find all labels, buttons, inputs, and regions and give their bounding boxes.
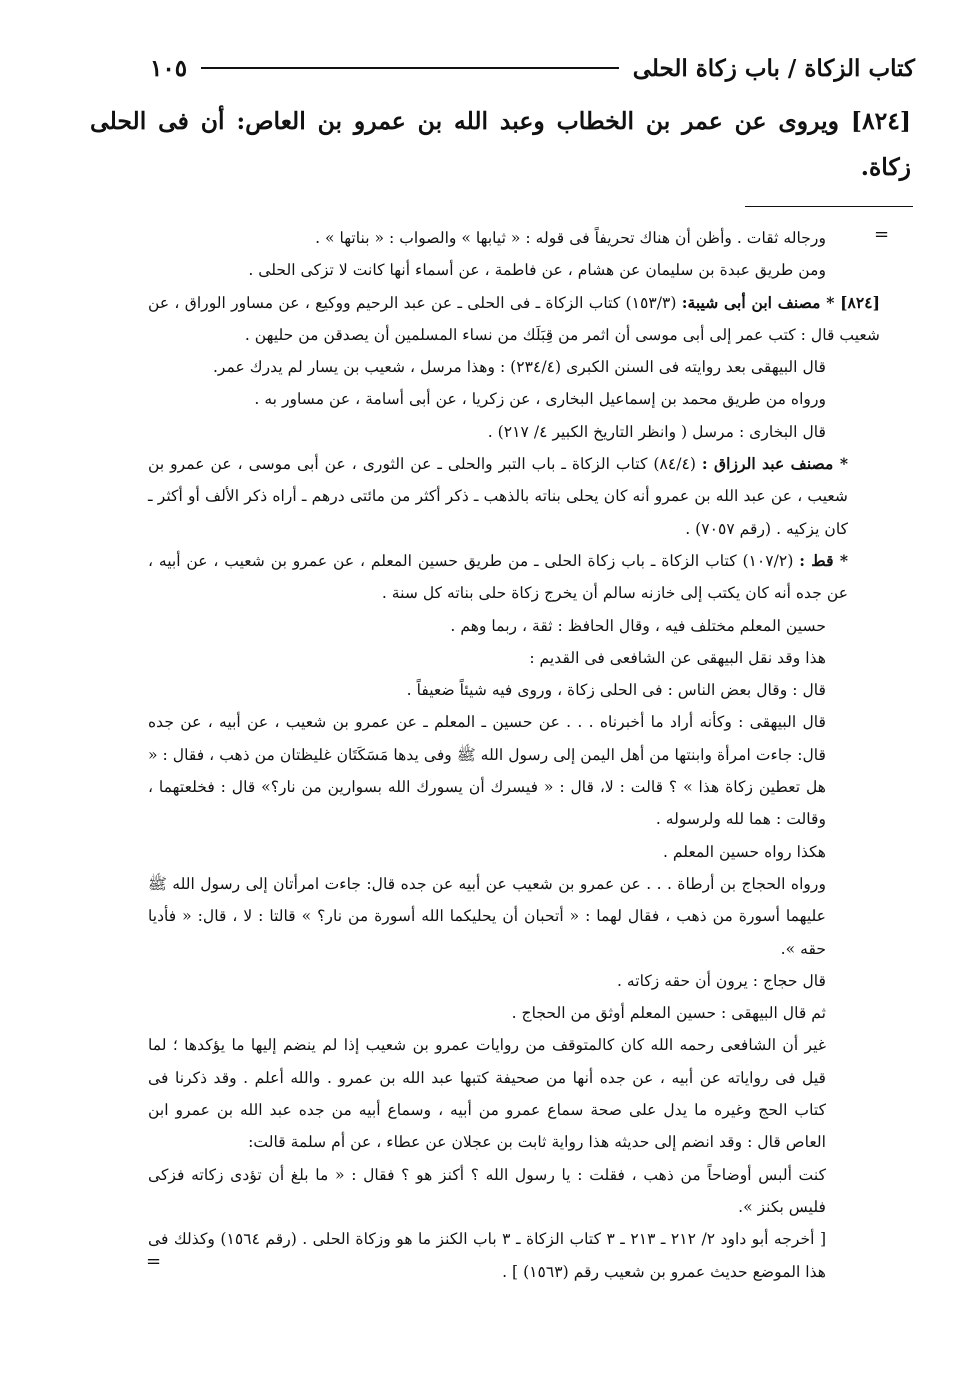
header-rule (201, 67, 619, 69)
main-text: [٨٢٤] ويروى عن عمر بن الخطاب وعبد الله بن عمرو بن العاص: أن فى الحلى زكاة. (90, 107, 911, 181)
footnote-text: ورواه الحجاج بن أرطاة . . . عن عمرو بن شعيب عن أبيه عن جده قال: جاءت امرأتان إلى رسول الله ﷺ عليهما أسورة من ذهب ، فقال لهما : « أتحبان أن يحليكما الله أسورة من نار؟ » قالتا : لا ، قال: « فأديا حقه ». (148, 874, 826, 958)
footnote-text: ومن طريق عبدة بن سليمان عن هشام ، عن فاطمة ، عن أسماء أنها كانت لا تزكى الحلى . (248, 261, 826, 280)
footnote-paragraph (148, 254, 848, 286)
footnote-paragraph (148, 1223, 848, 1288)
footnote-paragraph (148, 706, 848, 835)
footnote-paragraph (148, 997, 848, 1029)
footnotes (148, 222, 880, 1288)
footnote-text: (١٠٧/٢) كتاب الزكاة ـ باب زكاة الحلى ـ من طريق حسين المعلم ، عن عمرو بن شعيب ، عن أبيه ، عن جده أنه كان يكتب إلى خازنه سالم أن يخرج زكاة حلى بناته كل سنة . (148, 551, 848, 603)
footnote-paragraph (148, 836, 848, 868)
footnote-paragraph (148, 416, 848, 448)
footnote-text: قال البخارى : مرسل ( وانظر التاريخ الكبير ٤/ ٢١٧) . (487, 422, 826, 441)
footnote-paragraph (148, 287, 880, 352)
source-citation: * مصنف عبد الرزاق : (701, 454, 848, 474)
footnote-paragraph (148, 545, 848, 610)
footnote-text: (١٥٣/٣) كتاب الزكاة ـ فى الحلى ـ عن عبد الرحيم ووكيع ، عن مساور الوراق ، عن شعيب قال : كتب عمر إلى أبى موسى أن اثمر من قِبَلَك من نساء المسلمين أن يصدقن من حليهن . (148, 293, 880, 344)
footnote-text: ورواه من طريق محمد بن إسماعيل البخارى ، عن زكريا ، عن أبى أسامة ، عن مساور به . (254, 390, 826, 409)
footnote-paragraph (148, 1029, 848, 1158)
continuation-mark-bottom: = (146, 1251, 162, 1272)
footnote-text: قال البيهقى بعد روايته فى السنن الكبرى (٢٣٤/٤) : وهذا مرسل ، شعيب بن يسار لم يدرك عمر. (212, 358, 826, 377)
footnote-paragraph (148, 222, 848, 254)
footnote-text: قال : وقال بعض الناس : فى الحلى زكاة ، وروى فيه شيئاً ضعيفاً . (406, 681, 826, 700)
continuation-mark-top: = (874, 224, 890, 245)
footnote-paragraph (148, 610, 848, 642)
footnote-text: غير أن الشافعى رحمه الله كان كالمتوقف من روايات عمرو بن شعيب إذا لم ينضم إليها ما يؤكدها ؛ لما قيل فى رواياته عن أبيه ، عن جده أنها من صحيفة كتبها عبد الله بن عمرو . والله أعلم . وقد ذكرنا فى كتاب الحج وغيره ما يدل على صحة سماع عمرو من أبيه ، وسماع أبيه من جده عبد الله بن عمرو ابن العاص قال : وقد انضم إلى حديثه هذا رواية ثابت بن عجلان عن عطاء ، عن أم سلمة قالت: (148, 1036, 826, 1152)
page-header (150, 48, 915, 88)
footnote-paragraph (148, 383, 848, 415)
footnote-paragraph (148, 868, 848, 965)
source-citation: [٨٢٤] * مصنف ابن أبى شيبة: (681, 292, 880, 312)
footnote-text: قال حجاج : يرون أن حقه زكاته . (617, 971, 826, 990)
page-number: ١٠٥ (150, 54, 188, 82)
footnote-text: قال البيهقى : وكأنه أراد ما أخبرناه . . . عن حسين ـ المعلم ـ عن عمرو بن شعيب ، عن أبيه ، عن جده قال: جاءت امرأة وابنتها من أهل اليمن إلى رسول الله ﷺ وفى يدها مَسَكَتَان غليظتان من ذهب ، فقال : « هل تعطين زكاة هذا » ؟ قالت : لا، قال : « فيسرك أن يسورك الله بسوارين من نار؟» قال : فخلعتهما ، وقالت : هما لله ولرسوله . (148, 713, 826, 829)
footnote-paragraph (148, 351, 848, 383)
footnote-text: هذا وقد نقل البيهقى عن الشافعى فى القديم : (529, 648, 826, 667)
running-title: كتاب الزكاة / باب زكاة الحلى (632, 54, 915, 82)
footnote-paragraph (148, 1159, 848, 1224)
footnote-text: [ أخرجه أبو داود ٢/ ٢١٢ ـ ٢١٣ ـ ٣ كتاب الزكاة ـ ٣ باب الكنز ما هو وزكاة الحلى . (رقم ١٥٦٤) وكذلك فى هذا الموضع حديث عمرو بن شعيب رقم (١٥٦٣) ] . (148, 1230, 827, 1281)
footnote-paragraph (148, 448, 848, 545)
footnote-text: كنت ألبس أوضاحاً من ذهب ، فقلت : يا رسول الله ؟ أكنز هو ؟ فقال : « ما بلغ أن تؤدى زكاته فزكى فليس بكنز ». (148, 1165, 826, 1216)
footnote-separator (745, 206, 913, 207)
footnote-text: هكذا رواه حسين المعلم . (663, 842, 826, 861)
footnote-paragraph (148, 674, 848, 706)
footnote-text: ثم قال البيهقى : حسين المعلم أوثق من الحجاج . (511, 1004, 826, 1023)
footnote-paragraph (148, 965, 848, 997)
footnote-text: (٨٤/٤) كتاب الزكاة ـ باب التبر والحلى ـ عن الثورى ، عن أبى موسى ، عن عمرو بن شعيب ، عن عبد الله بن عمرو أنه كان يحلى بناته بالذهب ـ ذكر أكثر من مائتى درهم ـ أراه ذكر الألف أو أكثر ـ كان يزكيه . (رقم ٧٠٥٧) . (148, 455, 848, 538)
footnote-text: ورجاله ثقات . وأظن أن هناك تحريفاً فى قوله : « ثيابها » والصواب : « بناتها » . (315, 229, 826, 247)
footnote-text: حسين المعلم مختلف فيه ، وقال الحافظ : ثقة ، ربما وهم . (450, 616, 826, 635)
footnote-paragraph (148, 642, 848, 674)
source-citation: * قط : (799, 550, 848, 570)
